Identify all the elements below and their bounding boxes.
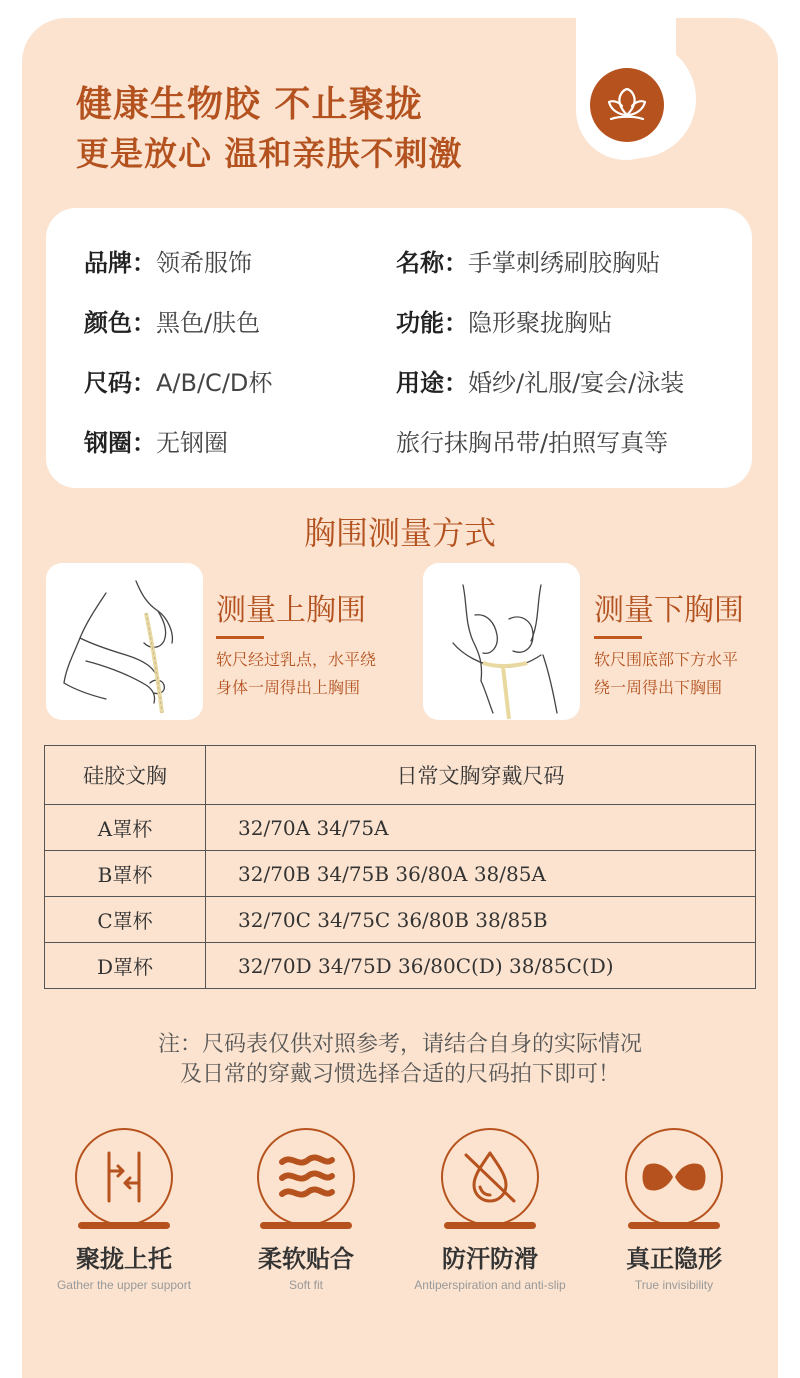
info-brand (84, 243, 252, 278)
waves-icon (257, 1128, 355, 1226)
info-key: 用途： (396, 369, 468, 397)
feature-subtitle: Gather the upper support (56, 1278, 192, 1292)
table-cell-cup: B罩杯 (45, 851, 206, 897)
feature-subtitle: True invisibility (634, 1278, 714, 1292)
info-value: 领希服饰 (156, 249, 252, 277)
info-usage-continued (396, 423, 668, 458)
info-function (396, 303, 612, 338)
info-underwire (84, 423, 228, 458)
upper-bust-desc-line-2: 身体一周得出上胸围 (216, 678, 361, 697)
feature-title: 真正隐形 (626, 1245, 722, 1273)
upper-bust-desc-line-1: 软尺经过乳点，水平绕 (216, 650, 377, 669)
info-usage (396, 363, 684, 398)
feature-title: 防汗防滑 (442, 1245, 538, 1273)
upper-bust-illustration (46, 563, 203, 720)
table-header-row (45, 746, 756, 805)
upper-bust-divider (216, 636, 264, 639)
info-key: 品牌： (84, 249, 156, 277)
feature-soft-fit (226, 1128, 386, 1292)
push-up-icon (75, 1128, 173, 1226)
table-cell-sizes: 32/70D 34/75D 36/80C(D) 38/85C(D) (206, 943, 756, 989)
table-cell-cup: D罩杯 (45, 943, 206, 989)
feature-push-up (44, 1128, 204, 1292)
table-row (45, 851, 756, 897)
size-note-line-1: 注：尺码表仅供对照参考，请结合自身的实际情况 (157, 1032, 642, 1057)
info-value: 无钢圈 (156, 429, 228, 457)
size-note-line-2: 及日常的穿戴习惯选择合适的尺码拍下即可！ (179, 1062, 620, 1087)
table-row (45, 943, 756, 989)
lower-bust-illustration (423, 563, 580, 720)
table-cell-sizes: 32/70C 34/75C 36/80B 38/85B (206, 897, 756, 943)
table-cell-cup: A罩杯 (45, 805, 206, 851)
measure-section-title: 胸围测量方式 (303, 514, 496, 552)
upper-bust-title: 测量上胸围 (216, 593, 366, 628)
lower-bust-title: 测量下胸围 (594, 593, 744, 628)
table-cell-sizes: 32/70A 34/75A (206, 805, 756, 851)
invisible-bra-icon (625, 1128, 723, 1226)
info-value: 婚纱/礼服/宴会/泳装 (468, 369, 685, 397)
headline-line-2: 更是放心 温和亲肤不刺激 (76, 134, 463, 173)
headline-line-1: 健康生物胶 不止聚拢 (76, 84, 423, 125)
table-cell-sizes: 32/70B 34/75B 36/80A 38/85A (206, 851, 756, 897)
info-key: 名称： (396, 249, 468, 277)
info-value: 黑色/肤色 (156, 309, 261, 337)
size-table (44, 745, 756, 989)
info-key: 尺码： (84, 369, 156, 397)
info-size (84, 363, 272, 398)
feature-subtitle: Antiperspiration and anti-slip (414, 1278, 566, 1292)
info-color (84, 303, 260, 338)
table-cell-cup: C罩杯 (45, 897, 206, 943)
info-value: 旅行抹胸吊带/拍照写真等 (396, 429, 669, 457)
info-value: 手掌刺绣刷胶胸贴 (468, 249, 660, 277)
table-row (45, 805, 756, 851)
info-key: 颜色： (84, 309, 156, 337)
cotton-logo-icon (590, 68, 664, 142)
feature-title: 柔软贴合 (258, 1245, 354, 1273)
feature-subtitle: Soft fit (288, 1278, 323, 1292)
feature-title: 聚拢上托 (76, 1245, 172, 1273)
lower-bust-desc-line-1: 软尺围底部下方水平 (594, 650, 739, 669)
info-value: 隐形聚拢胸贴 (468, 309, 612, 337)
table-header-silicone: 硅胶文胸 (45, 746, 206, 805)
feature-invisible (594, 1128, 754, 1292)
table-row (45, 897, 756, 943)
info-key: 功能： (396, 309, 468, 337)
lower-bust-desc-line-2: 绕一周得出下胸围 (594, 678, 723, 697)
info-value: A/B/C/D杯 (156, 369, 273, 397)
lower-bust-desc (594, 646, 738, 702)
info-name (396, 243, 660, 278)
lower-bust-divider (594, 636, 642, 639)
feature-anti-slip (410, 1128, 570, 1292)
size-note (0, 1030, 800, 1090)
info-key: 钢圈： (84, 429, 156, 457)
table-header-daily: 日常文胸穿戴尺码 (206, 746, 756, 805)
upper-bust-desc (216, 646, 376, 702)
no-sweat-icon (441, 1128, 539, 1226)
